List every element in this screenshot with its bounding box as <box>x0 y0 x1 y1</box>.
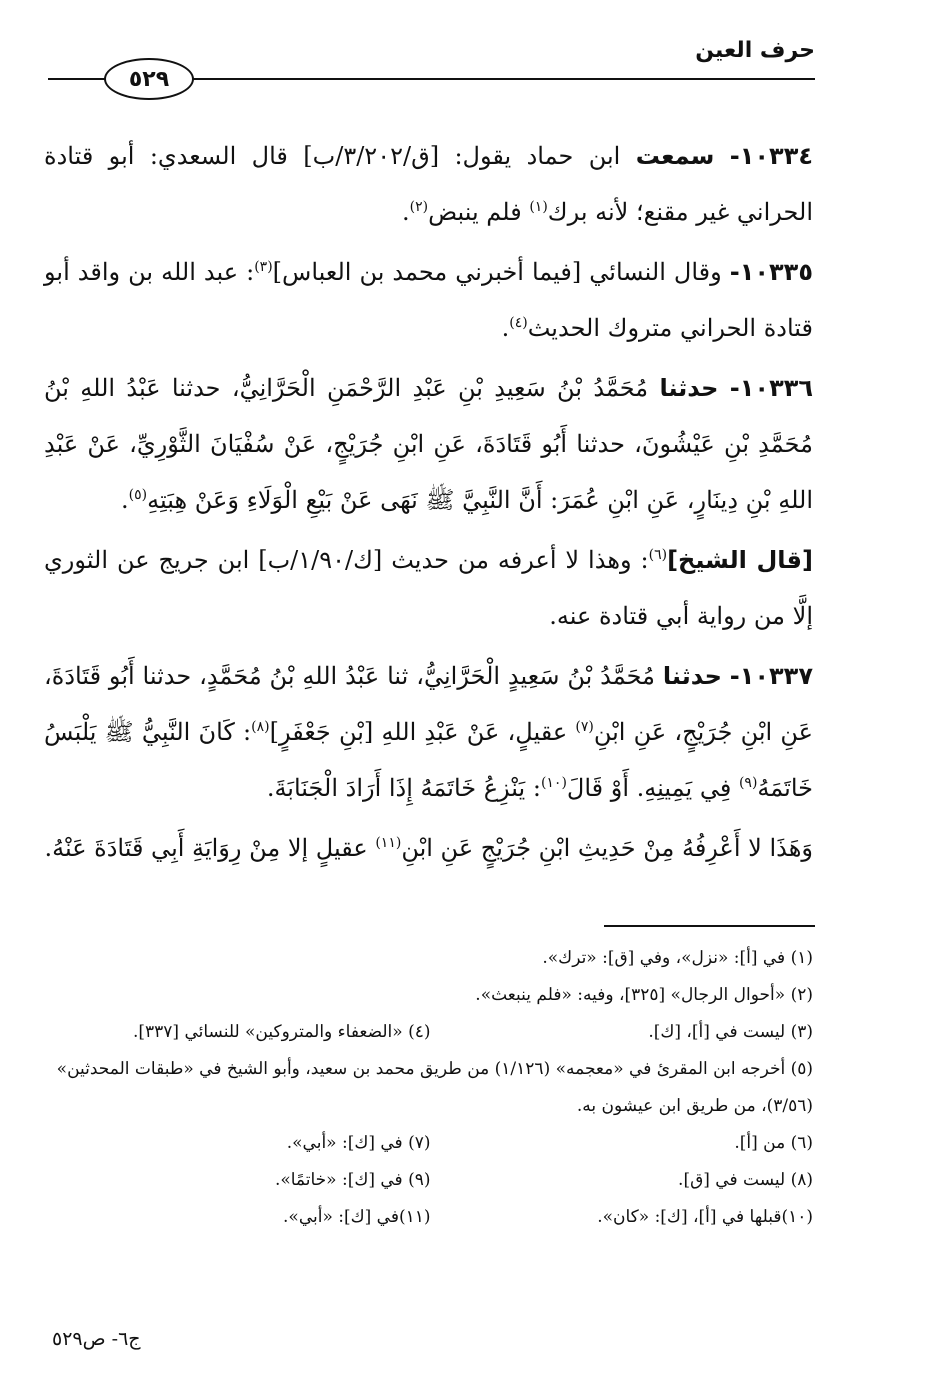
footnote-7: (٧) في [ك]: «أبي». <box>286 1133 431 1153</box>
closing-comment <box>44 820 813 876</box>
entry-text: مُحَمَّدُ بْنُ سَعِيدِ بْنِ عَبْدِ الرَّحْمَنِ الْحَرَّانِيُّ، حدثنا عَبْدُ اللهِ بْنُ مُحَمَّدِ بْنِ عَيْشُونَ، حدثنا أَبُو قَتَادَةَ، عَنِ ابْنِ جُرَيْجٍ، عَنْ سُفْيَانَ الثَّوْرِيِّ، عَنْ عَبْدِ اللهِ بْنِ دِينَارٍ، عَنِ ابْنِ عُمَرَ: أَنَّ النَّبِيَّ ﷺ نَهَى عَنْ بَيْعِ الْوَلَاءِ وَعَنْ هِبَتِهِ <box>44 374 813 514</box>
footnote-marker: (٢) <box>409 199 429 215</box>
entry-10335 <box>44 244 813 356</box>
entry-text: . <box>401 198 410 226</box>
entry-number: ١٠٣٣٥- <box>729 258 813 286</box>
footnote-marker: (٨) <box>251 719 270 735</box>
footnote-separator <box>604 925 815 927</box>
footnote-6: (٦) من [أ]. <box>734 1133 813 1153</box>
footnote-4: (٤) «الضعفاء والمتروكين» للنسائي [٣٣٧]. <box>132 1022 431 1042</box>
entry-keyword: حدثنا <box>662 662 722 690</box>
main-text <box>44 128 813 880</box>
entry-10337 <box>44 648 813 816</box>
footnote-10: (١٠)قبلها في [أ]، [ك]: «كان». <box>597 1207 813 1227</box>
entry-sheikh-comment <box>44 532 813 644</box>
entry-text: وَهَذَا لا أَعْرِفُهُ مِنْ حَدِيثِ ابْنِ جُرَيْجٍ عَنِ ابْنِ <box>401 834 813 862</box>
entry-number: ١٠٣٣٧- <box>729 662 813 690</box>
entry-text: عقيلٍ، عَنْ عَبْدِ اللهِ [بْنِ جَعْفَرٍ] <box>269 718 568 746</box>
entry-text: . <box>501 314 510 342</box>
volume-page-reference: ج٦- ص٥٢٩ <box>52 1328 141 1350</box>
entry-keyword: حدثنا <box>659 374 719 402</box>
entry-text: فِي يَمِينِهِ. أَوْ قَالَ <box>566 774 732 802</box>
entry-text: وقال النسائي [فيما أخبرني محمد بن العباس] <box>272 258 722 286</box>
footnote-marker: (١١) <box>375 835 402 851</box>
footnote-8: (٨) ليست في [ق]. <box>678 1170 813 1190</box>
entry-10334 <box>44 128 813 240</box>
footnote-marker: (٩) <box>738 775 758 791</box>
entry-text: فلم ينبض <box>428 198 522 226</box>
footnote-5: (٥) أخرجه ابن المقرئ في «معجمه» (١/١٢٦) من طريق محمد بن سعيد، وأبو الشيخ في «طبقات المحدثين» (٣/٥٦)، من طريق ابن عيشون به. <box>56 1059 813 1116</box>
entry-text: مُحَمَّدُ بْنُ سَعِيدٍ الْحَرَّانِيُّ، ثنا عَبْدُ اللهِ بْنُ مُحَمَّدٍ، حدثنا أَبُو قَتَادَةَ، عَنِ ابْنِ جُرَيْجٍ، عَنِ ابْنِ <box>44 662 813 746</box>
footnote-marker: (١) <box>529 199 548 215</box>
footnote-2: (٢) «أحوال الرجال» [٣٢٥]، وفيه: «فلم ينبعث». <box>475 985 813 1005</box>
footnote-marker: (٦) <box>648 547 668 563</box>
entry-text: . <box>121 486 129 514</box>
page-number: ٥٢٩ <box>128 66 170 92</box>
footnote-9: (٩) في [ك]: «خاتمًا». <box>274 1170 431 1190</box>
entry-text: : عبد الله بن واقد أبو قتادة الحراني متروك الحديث <box>44 258 813 342</box>
page-header-title: حرف العين <box>695 38 815 63</box>
footnote-marker: (١٠) <box>540 775 567 791</box>
footnote-1: (١) في [أ]: «نزل»، وفي [ق]: «ترك». <box>542 948 813 968</box>
footnotes <box>48 940 813 1236</box>
entry-text: : كَانَ النَّبِيُّ ﷺ يَلْبَسُ خَاتَمَهُ <box>44 718 813 802</box>
entry-number: ١٠٣٣٦- <box>729 374 814 402</box>
entry-text: : يَنْزِعُ خَاتَمَهُ إِذَا أَرَادَ الْجَنَابَةَ. <box>266 774 541 802</box>
footnote-marker: (٧) <box>575 719 594 735</box>
entry-keyword: [قال الشيخ] <box>667 546 813 574</box>
footnote-marker: (٥) <box>128 487 148 503</box>
entry-10336 <box>44 360 813 528</box>
entry-text: ابن حماد يقول: [ق/٣/٢٠٢/ب] قال السعدي: أبو قتادة الحراني غير مقنع؛ لأنه برك <box>44 142 813 226</box>
entry-keyword: سمعت <box>635 142 715 170</box>
page-number-oval <box>104 58 194 100</box>
entry-text: عقيلٍ إلا مِنْ رِوَايَةِ أَبِي قَتَادَةَ عَنْهُ. <box>44 834 368 862</box>
footnote-marker: (٤) <box>509 315 528 331</box>
footnote-3: (٣) ليست في [أ]، [ك]. <box>648 1022 813 1042</box>
entry-text: : وهذا لا أعرفه من حديث [ك/١/٩٠/ب] ابن جريج عن الثوري إلَّا من رواية أبي قتادة عنه. <box>44 546 813 630</box>
footnote-marker: (٣) <box>254 259 273 275</box>
entry-number: ١٠٣٣٤- <box>729 142 813 170</box>
footnote-11: (١١)في [ك]: «أبي». <box>283 1207 431 1227</box>
